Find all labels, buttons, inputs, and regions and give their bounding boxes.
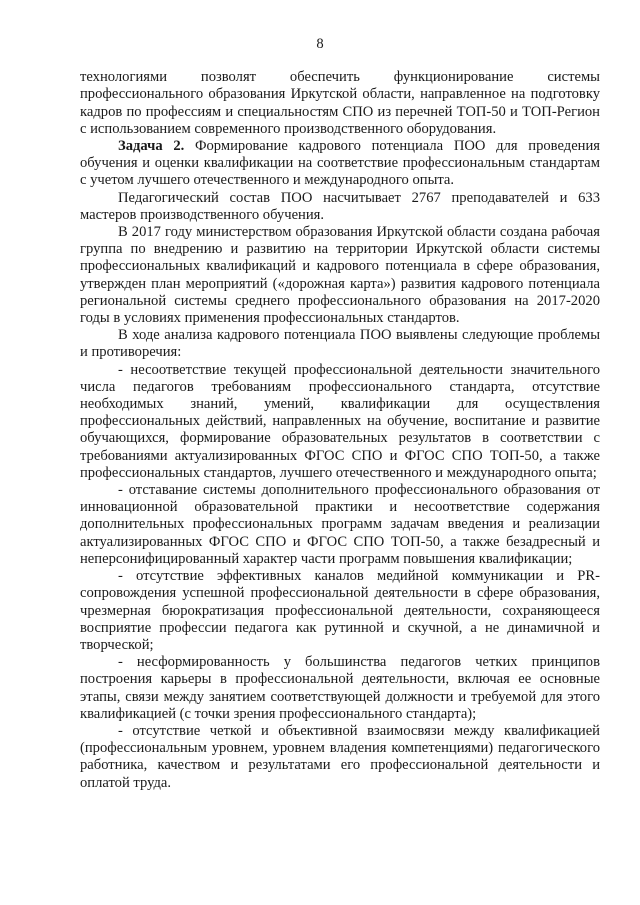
paragraph-text: В ходе анализа кадрового потенциала ПОО выявлены следующие проблемы и противоречия:: [80, 327, 600, 361]
paragraph-text: В 2017 году министерством образования Иркутской области создана рабочая группа по внедрению и развитию на территории Иркутской области системы профессиональных квалификаций и кадрового потенциала в сфере образования, утвержден план мероприятий («дорожная карта») развития кадрового потенциала региональной системы среднего профессионального образования на 2017-2020 годы в условиях применения профессиональных стандартов.: [80, 224, 600, 327]
paragraph-text: - несоответствие текущей профессиональной деятельности значительного числа педагогов требованиям профессионального стандарта, отсутствие необходимых знаний, умений, квалификации для осуществления профессиональных действий, направленных на обучение, воспитание и развитие обучающихся, формирование образовательных результатов в соответствии с требованиями актуализированных ФГОС СПО и ФГОС СПО ТОП-50, а также профессиональных стандартов, лучшего отечественного и международного опыта;: [80, 361, 600, 481]
paragraph-text: Формирование кадрового потенциала ПОО для проведения обучения и оценки квалификации на соответствие профессиональным стандартам с учетом лучшего отечественного и международного опыта.: [80, 138, 600, 189]
paragraph-technologies: [80, 69, 600, 138]
paragraph-analysis-intro: [80, 327, 600, 361]
paragraph-text: технологиями позволят обеспечить функционирование системы профессионального образования Иркутской области, направленное на подготовку кадров по профессиям и специальностям СПО из перечней ТОП-50 и ТОП-Регион с использованием современного производственного оборудования.: [80, 69, 600, 137]
paragraph-text: - отсутствие эффективных каналов медийной коммуникации и PR-сопровождения успешной профессиональной деятельности в сфере образования, чрезмерная бюрократизация профессиональной деятельности, сохраняющееся восприятие профессии педагога как рутинной и скучной, а не динамичной и творческой;: [80, 568, 600, 653]
page-number: 8: [316, 36, 324, 52]
paragraph-text: Педагогический состав ПОО насчитывает 2767 преподавателей и 633 мастеров производственного обучения.: [80, 189, 600, 223]
paragraph-text: - отставание системы дополнительного профессионального образования от инновационной образовательной практики и несоответствие содержания дополнительных профессиональных программ задачам введения и реализации актуализированных ФГОС СПО и ФГОС СПО ТОП-50, а также безадресный и неперсонифицированный характер части программ повышения квалификации;: [80, 482, 600, 567]
paragraph-staff-count: [80, 190, 600, 224]
paragraph-text: - отсутствие четкой и объективной взаимосвязи между квалификацией (профессиональным уровнем, уровнем владения компетенциями) педагогического работника, качеством и результатами его профессиональной деятельности и оплатой труда.: [80, 722, 600, 791]
list-item-mismatch: [80, 362, 600, 482]
paragraph-working-group: [80, 224, 600, 327]
paragraph-text: - несформированность у большинства педагогов четких принципов построения карьеры в профессиональной деятельности, включая ее основные этапы, связи между занятием соответствующей должности и требуемой для этого квалификацией (с точки зрения профессионального стандарта);: [80, 654, 600, 722]
list-item-media: [80, 568, 600, 654]
list-item-pay: [80, 723, 600, 792]
task-heading: Задача 2.: [118, 138, 185, 155]
list-item-lag: [80, 482, 600, 568]
paragraph-task-2: [80, 138, 600, 190]
list-item-career: [80, 654, 600, 723]
